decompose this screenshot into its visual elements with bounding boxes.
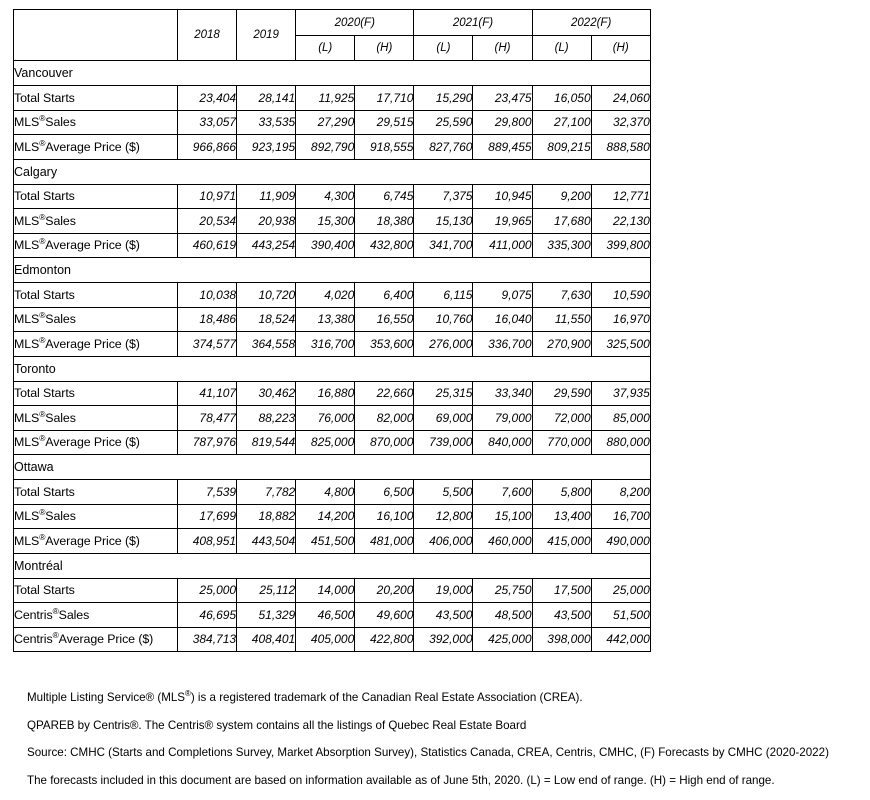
row-label: Total Starts [14,480,178,505]
cell-value: 25,315 [414,381,473,406]
cell-value: 69,000 [414,406,473,431]
cell-value: 406,000 [414,529,473,554]
cell-value: 827,760 [414,135,473,160]
cell-value: 7,600 [473,480,532,505]
cell-value: 20,534 [178,209,237,234]
registered-mark-icon: ® [52,605,59,616]
cell-value: 335,300 [532,233,591,258]
row-label: Centris®Sales [14,603,178,628]
registered-mark-icon: ® [185,689,191,699]
cell-value: 7,782 [237,480,296,505]
cell-value: 11,550 [532,307,591,332]
cell-value: 870,000 [355,430,414,455]
cell-value: 25,000 [178,578,237,603]
cell-value: 825,000 [296,430,355,455]
cell-value: 29,800 [473,110,532,135]
footnote-1: Multiple Listing Service® (MLS®) is a registered trademark of the Canadian Real Estate Association (CREA). [27,689,583,704]
footnote-3: Source: CMHC (Starts and Completions Survey, Market Absorption Survey), Statistics Canada, CREA, Centris, CMHC, (F) Forecasts by CMHC (2020-2022) [27,746,829,759]
cell-value: 16,970 [591,307,650,332]
cell-value: 33,057 [178,110,237,135]
table-row [14,135,651,160]
cell-value: 481,000 [355,529,414,554]
header-corner-cell [14,10,178,61]
cell-value: 46,695 [178,603,237,628]
cell-value: 316,700 [296,332,355,357]
cell-value: 20,200 [355,578,414,603]
registered-mark-icon: ® [39,531,46,542]
table-row [14,209,651,234]
cell-value: 37,935 [591,381,650,406]
cell-value: 23,404 [178,86,237,111]
header-group-2020: 2020(F) [296,10,414,36]
cell-value: 425,000 [473,627,532,652]
section-name: Calgary [14,159,651,184]
cell-value: 918,555 [355,135,414,160]
header-sub-2021-low: (L) [414,36,473,61]
section-header-row [14,553,651,578]
footnotes-block [27,690,857,800]
footnote-4: The forecasts included in this document are based on information available as of June 5th, 2020. (L) = Low end of range. (H) = High end of range. [27,773,775,787]
table-header [14,10,651,61]
cell-value: 408,951 [178,529,237,554]
cell-value: 460,000 [473,529,532,554]
cell-value: 18,486 [178,307,237,332]
cell-value: 24,060 [591,86,650,111]
cell-value: 25,590 [414,110,473,135]
registered-mark-icon: ® [39,113,46,124]
cell-value: 49,600 [355,603,414,628]
section-name: Montréal [14,553,651,578]
cell-value: 840,000 [473,430,532,455]
table-row [14,184,651,209]
section-header-row [14,455,651,480]
cell-value: 16,050 [532,86,591,111]
cell-value: 14,200 [296,504,355,529]
cell-value: 28,141 [237,86,296,111]
cell-value: 22,660 [355,381,414,406]
header-row-top [14,10,651,36]
cell-value: 82,000 [355,406,414,431]
cell-value: 51,329 [237,603,296,628]
cell-value: 341,700 [414,233,473,258]
table-row [14,86,651,111]
cell-value: 48,500 [473,603,532,628]
cell-value: 17,699 [178,504,237,529]
table-row [14,504,651,529]
cell-value: 12,771 [591,184,650,209]
row-label: Total Starts [14,184,178,209]
row-label: MLS®Average Price ($) [14,135,178,160]
table-row [14,233,651,258]
cell-value: 336,700 [473,332,532,357]
registered-mark-icon: ® [39,137,46,148]
cell-value: 17,500 [532,578,591,603]
cell-value: 432,800 [355,233,414,258]
cell-value: 411,000 [473,233,532,258]
cell-value: 9,200 [532,184,591,209]
cell-value: 5,800 [532,480,591,505]
cell-value: 16,040 [473,307,532,332]
table-row [14,307,651,332]
registered-mark-icon: ® [39,334,46,345]
row-label: MLS®Sales [14,307,178,332]
cell-value: 390,400 [296,233,355,258]
cell-value: 88,223 [237,406,296,431]
cell-value: 892,790 [296,135,355,160]
cell-value: 33,535 [237,110,296,135]
table-row [14,529,651,554]
cell-value: 739,000 [414,430,473,455]
table-row [14,578,651,603]
row-label: Total Starts [14,86,178,111]
cell-value: 443,254 [237,233,296,258]
cell-value: 25,112 [237,578,296,603]
cell-value: 16,550 [355,307,414,332]
cell-value: 923,195 [237,135,296,160]
cell-value: 4,800 [296,480,355,505]
table-row [14,603,651,628]
cell-value: 15,100 [473,504,532,529]
row-label: MLS®Average Price ($) [14,529,178,554]
cell-value: 79,000 [473,406,532,431]
cell-value: 78,477 [178,406,237,431]
cell-value: 442,000 [591,627,650,652]
cell-value: 16,880 [296,381,355,406]
section-header-row [14,258,651,283]
section-name: Ottawa [14,455,651,480]
cell-value: 15,290 [414,86,473,111]
cell-value: 10,038 [178,283,237,308]
header-group-2022: 2022(F) [532,10,650,36]
cell-value: 10,720 [237,283,296,308]
cell-value: 16,700 [591,504,650,529]
cell-value: 398,000 [532,627,591,652]
cell-value: 415,000 [532,529,591,554]
cell-value: 4,020 [296,283,355,308]
cell-value: 7,375 [414,184,473,209]
cell-value: 787,976 [178,430,237,455]
cell-value: 11,909 [237,184,296,209]
cell-value: 11,925 [296,86,355,111]
cell-value: 809,215 [532,135,591,160]
cell-value: 14,000 [296,578,355,603]
registered-mark-icon: ® [52,630,59,641]
cell-value: 85,000 [591,406,650,431]
cell-value: 29,515 [355,110,414,135]
table-row [14,332,651,357]
cell-value: 392,000 [414,627,473,652]
cell-value: 888,580 [591,135,650,160]
cell-value: 6,115 [414,283,473,308]
cell-value: 43,500 [532,603,591,628]
cell-value: 7,630 [532,283,591,308]
section-header-row [14,356,651,381]
cell-value: 15,130 [414,209,473,234]
cell-value: 16,100 [355,504,414,529]
row-label: MLS®Average Price ($) [14,233,178,258]
cell-value: 46,500 [296,603,355,628]
cell-value: 353,600 [355,332,414,357]
cell-value: 4,300 [296,184,355,209]
cell-value: 8,200 [591,480,650,505]
header-sub-2020-high: (H) [355,36,414,61]
table-row [14,406,651,431]
cell-value: 13,380 [296,307,355,332]
table-row [14,110,651,135]
row-label: Total Starts [14,283,178,308]
section-header-row [14,61,651,86]
cell-value: 13,400 [532,504,591,529]
header-year-2019: 2019 [237,10,296,61]
cell-value: 72,000 [532,406,591,431]
cell-value: 10,971 [178,184,237,209]
housing-forecast-table [13,9,651,652]
cell-value: 364,558 [237,332,296,357]
table-row [14,381,651,406]
cell-value: 9,075 [473,283,532,308]
cell-value: 33,340 [473,381,532,406]
header-sub-2022-low: (L) [532,36,591,61]
cell-value: 889,455 [473,135,532,160]
cell-value: 51,500 [591,603,650,628]
cell-value: 30,462 [237,381,296,406]
cell-value: 41,107 [178,381,237,406]
cell-value: 18,882 [237,504,296,529]
registered-mark-icon: ® [39,433,46,444]
cell-value: 19,965 [473,209,532,234]
registered-mark-icon: ® [39,236,46,247]
cell-value: 6,745 [355,184,414,209]
cell-value: 405,000 [296,627,355,652]
cell-value: 6,500 [355,480,414,505]
cell-value: 19,000 [414,578,473,603]
cell-value: 7,539 [178,480,237,505]
row-label: MLS®Sales [14,110,178,135]
cell-value: 25,750 [473,578,532,603]
row-label: MLS®Sales [14,504,178,529]
row-label: MLS®Average Price ($) [14,430,178,455]
cell-value: 15,300 [296,209,355,234]
section-name: Edmonton [14,258,651,283]
cell-value: 819,544 [237,430,296,455]
cell-value: 18,380 [355,209,414,234]
table-row [14,480,651,505]
cell-value: 408,401 [237,627,296,652]
cell-value: 27,290 [296,110,355,135]
cell-value: 880,000 [591,430,650,455]
cell-value: 10,760 [414,307,473,332]
row-label: MLS®Average Price ($) [14,332,178,357]
cell-value: 17,710 [355,86,414,111]
registered-mark-icon: ® [39,211,46,222]
row-label: MLS®Sales [14,406,178,431]
cell-value: 25,000 [591,578,650,603]
cell-value: 32,370 [591,110,650,135]
table-body [14,61,651,652]
footnote-2: QPAREB by Centris®. The Centris® system contains all the listings of Quebec Real Estate Board [27,718,527,732]
cell-value: 270,900 [532,332,591,357]
cell-value: 17,680 [532,209,591,234]
row-label: Total Starts [14,578,178,603]
registered-mark-icon: ® [39,408,46,419]
row-label: Centris®Average Price ($) [14,627,178,652]
cell-value: 10,590 [591,283,650,308]
cell-value: 29,590 [532,381,591,406]
table-row [14,627,651,652]
cell-value: 374,577 [178,332,237,357]
section-header-row [14,159,651,184]
cell-value: 443,504 [237,529,296,554]
cell-value: 27,100 [532,110,591,135]
cell-value: 43,500 [414,603,473,628]
cell-value: 422,800 [355,627,414,652]
table-row [14,430,651,455]
cell-value: 399,800 [591,233,650,258]
section-name: Toronto [14,356,651,381]
cell-value: 20,938 [237,209,296,234]
cell-value: 23,475 [473,86,532,111]
cell-value: 10,945 [473,184,532,209]
cell-value: 770,000 [532,430,591,455]
row-label: MLS®Sales [14,209,178,234]
cell-value: 384,713 [178,627,237,652]
cell-value: 22,130 [591,209,650,234]
cell-value: 76,000 [296,406,355,431]
row-label: Total Starts [14,381,178,406]
header-sub-2020-low: (L) [296,36,355,61]
header-year-2018: 2018 [178,10,237,61]
registered-mark-icon: ® [39,507,46,518]
cell-value: 460,619 [178,233,237,258]
cell-value: 6,400 [355,283,414,308]
cell-value: 451,500 [296,529,355,554]
cell-value: 276,000 [414,332,473,357]
header-group-2021: 2021(F) [414,10,532,36]
cell-value: 490,000 [591,529,650,554]
cell-value: 325,500 [591,332,650,357]
registered-mark-icon: ® [39,310,46,321]
cell-value: 5,500 [414,480,473,505]
header-sub-2022-high: (H) [591,36,650,61]
table-row [14,283,651,308]
cell-value: 12,800 [414,504,473,529]
section-name: Vancouver [14,61,651,86]
header-sub-2021-high: (H) [473,36,532,61]
cell-value: 966,866 [178,135,237,160]
cell-value: 18,524 [237,307,296,332]
